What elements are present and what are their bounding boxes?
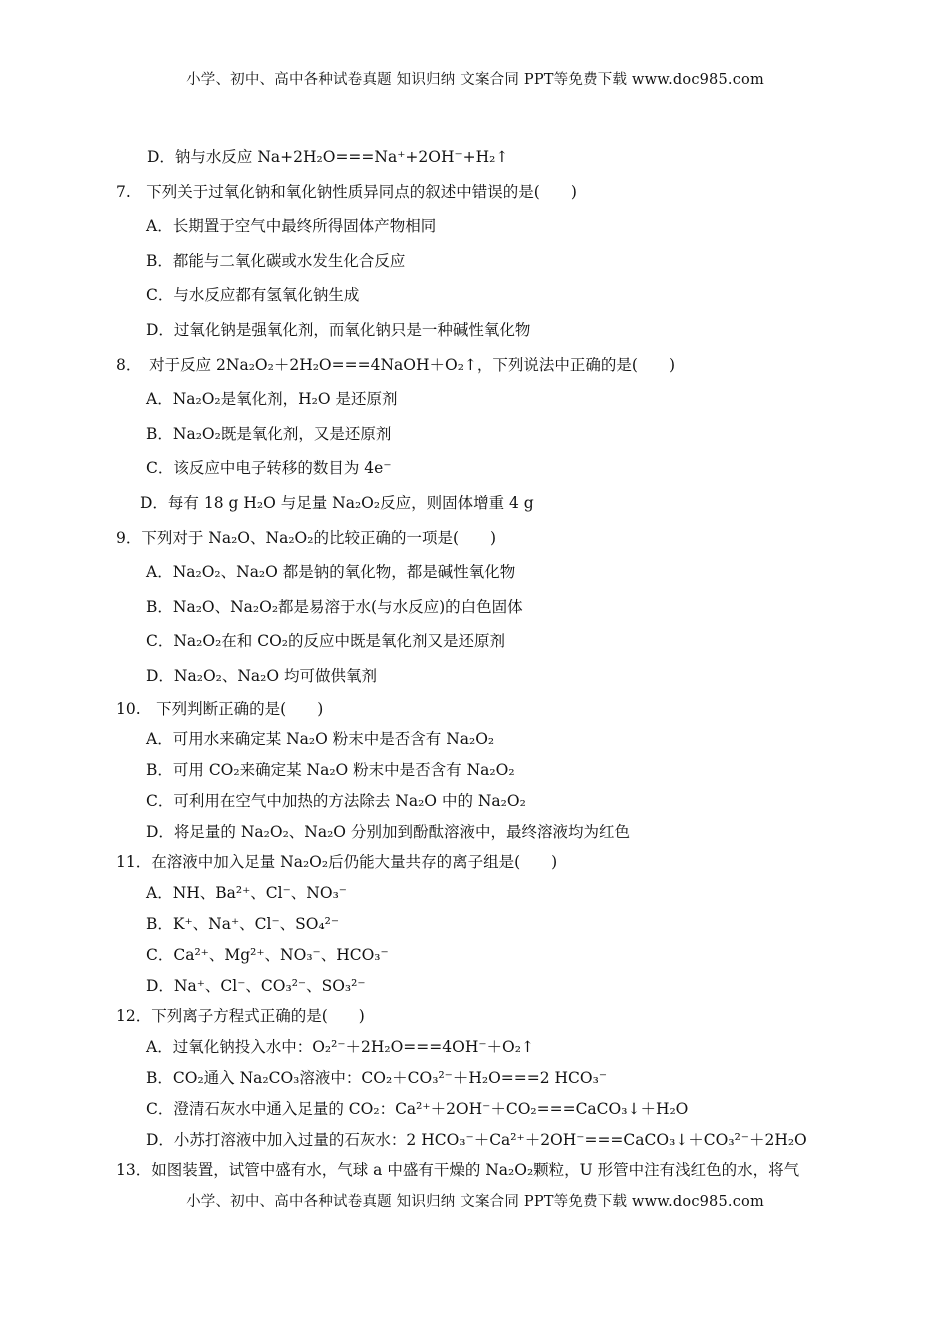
question-stem: 10. 下列判断正确的是( ) xyxy=(116,699,324,718)
page-footer: 小学、初中、高中各种试卷真题 知识归纳 文案合同 PPT等免费下载 www.doc985.com xyxy=(186,1194,764,1210)
answer-option: D．钠与水反应 Na+2H₂O===Na⁺+2OH⁻+H₂↑ xyxy=(147,148,509,166)
answer-option: C．可利用在空气中加热的方法除去 Na₂O 中的 Na₂O₂ xyxy=(146,791,526,810)
answer-option: B．可用 CO₂来确定某 Na₂O 粉末中是否含有 Na₂O₂ xyxy=(146,761,515,780)
answer-option: A．可用水来确定某 Na₂O 粉末中是否含有 Na₂O₂ xyxy=(146,730,495,749)
answer-option: D．Na₂O₂、Na₂O 均可做供氧剂 xyxy=(146,666,378,685)
question-stem: 9．下列对于 Na₂O、Na₂O₂的比较正确的一项是( ) xyxy=(116,528,497,547)
answer-option: C．Ca²⁺、Mg²⁺、NO₃⁻、HCO₃⁻ xyxy=(146,945,389,964)
answer-option: D．将足量的 Na₂O₂、Na₂O 分别加到酚酞溶液中，最终溶液均为红色 xyxy=(146,822,630,841)
question-content xyxy=(116,140,856,1186)
answer-option: D．每有 18 g H₂O 与足量 Na₂O₂反应，则固体增重 4 g xyxy=(140,493,534,512)
answer-option: B．都能与二氧化碳或水发生化合反应 xyxy=(146,251,406,270)
answer-option: A．NH、Ba²⁺、Cl⁻、NO₃⁻ xyxy=(146,884,347,903)
question-stem: 11．在溶液中加入足量 Na₂O₂后仍能大量共存的离子组是( ) xyxy=(116,853,558,872)
answer-option: D．过氧化钠是强氧化剂，而氧化钠只是一种碱性氧化物 xyxy=(146,320,531,339)
question-stem: 7. 下列关于过氧化钠和氧化钠性质异同点的叙述中错误的是( ) xyxy=(116,182,577,201)
page-header: 小学、初中、高中各种试卷真题 知识归纳 文案合同 PPT等免费下载 www.doc985.com xyxy=(186,72,764,88)
answer-option: C．Na₂O₂在和 CO₂的反应中既是氧化剂又是还原剂 xyxy=(146,632,506,651)
answer-option: B．Na₂O₂既是氧化剂，又是还原剂 xyxy=(146,424,392,443)
question-stem: 13．如图装置，试管中盛有水，气球 a 中盛有干燥的 Na₂O₂颗粒，U 形管中注有浅红色的水，将气 xyxy=(116,1161,800,1180)
questions-block-upper xyxy=(116,140,856,694)
answer-option: A．过氧化钠投入水中：O₂²⁻＋2H₂O===4OH⁻＋O₂↑ xyxy=(146,1038,534,1057)
answer-option: B．CO₂通入 Na₂CO₃溶液中：CO₂＋CO₃²⁻＋H₂O===2 HCO₃⁻ xyxy=(146,1069,608,1088)
answer-option: C．与水反应都有氢氧化钠生成 xyxy=(146,286,360,305)
question-stem: 12．下列离子方程式正确的是( ) xyxy=(116,1007,365,1026)
answer-option: A．Na₂O₂是氧化剂，H₂O 是还原剂 xyxy=(146,390,398,409)
answer-option: A．长期置于空气中最终所得固体产物相同 xyxy=(146,217,437,236)
answer-option: A．Na₂O₂、Na₂O 都是钠的氧化物，都是碱性氧化物 xyxy=(146,563,516,582)
answer-option: C．澄清石灰水中通入足量的 CO₂：Ca²⁺＋2OH⁻＋CO₂===CaCO₃↓＋H₂O xyxy=(146,1099,689,1118)
answer-option: D．小苏打溶液中加入过量的石灰水：2 HCO₃⁻＋Ca²⁺＋2OH⁻===CaCO₃↓＋CO₃²⁻＋2H₂O xyxy=(146,1130,807,1149)
answer-option: B．Na₂O、Na₂O₂都是易溶于水(与水反应)的白色固体 xyxy=(146,597,523,616)
answer-option: D．Na⁺、Cl⁻、CO₃²⁻、SO₃²⁻ xyxy=(146,976,366,995)
questions-block-lower xyxy=(116,694,856,1187)
answer-option: C．该反应中电子转移的数目为 4e⁻ xyxy=(146,459,392,478)
answer-option: B．K⁺、Na⁺、Cl⁻、SO₄²⁻ xyxy=(146,915,340,934)
question-stem: 8． 对于反应 2Na₂O₂＋2H₂O===4NaOH＋O₂↑，下列说法中正确的是( ) xyxy=(116,355,675,374)
